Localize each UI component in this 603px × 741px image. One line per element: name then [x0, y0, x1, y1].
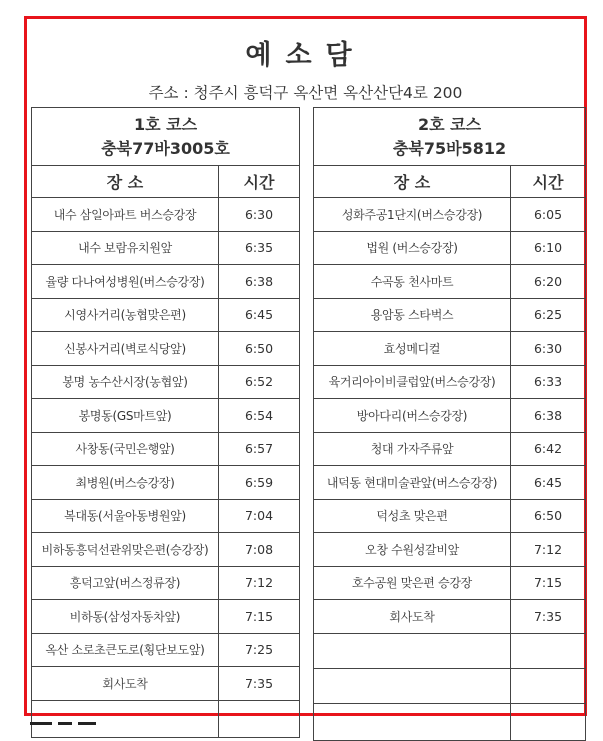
stop-place: 성화주공1단지(버스승강장) — [314, 198, 511, 232]
stop-time: 7:08 — [219, 533, 300, 567]
stop-time: 6:35 — [219, 231, 300, 265]
stop-time: 6:57 — [219, 432, 300, 466]
table-row — [314, 198, 586, 232]
stop-place: 율량 다나여성병원(버스승강장) — [32, 265, 219, 299]
table-row — [32, 533, 300, 567]
stop-time: 6:30 — [511, 332, 586, 366]
course-header — [32, 108, 300, 166]
stop-place: 흥덕고앞(버스정류장) — [32, 566, 219, 600]
table-row — [32, 198, 300, 232]
stop-time: 6:59 — [219, 466, 300, 500]
stop-place: 육거리아이비클럽앞(버스승강장) — [314, 365, 511, 399]
course-header-row — [314, 108, 586, 166]
stop-time: 6:50 — [219, 332, 300, 366]
table-row — [314, 703, 586, 740]
page-title: 예소담 — [245, 40, 366, 71]
table-row — [32, 332, 300, 366]
course-2-table — [313, 107, 586, 741]
stop-place: 방아다리(버스승강장) — [314, 399, 511, 433]
course-header-row — [32, 108, 300, 166]
stop-place: 회사도착 — [32, 667, 219, 701]
table-row — [314, 432, 586, 466]
course-name: 1호 코스 — [133, 114, 198, 134]
stop-time: 6:38 — [511, 399, 586, 433]
table-row — [32, 399, 300, 433]
stop-place: 회사도착 — [314, 600, 511, 634]
stop-time: 7:15 — [511, 566, 586, 600]
stop-time: 6:33 — [511, 365, 586, 399]
column-header-row — [314, 166, 586, 198]
cut-off-text-fragment — [30, 718, 150, 727]
course-header — [314, 108, 586, 166]
table-row — [314, 566, 586, 600]
stop-time: 6:38 — [219, 265, 300, 299]
stop-place: 시영사거리(농협맞은편) — [32, 298, 219, 332]
stop-place: 청대 가자주류앞 — [314, 432, 511, 466]
address-value: 청주시 흥덕구 옥산면 옥산산단4로 200 — [193, 84, 463, 102]
table-row — [32, 365, 300, 399]
stop-place: 비하동(삼성자동차앞) — [32, 600, 219, 634]
stop-time: 7:25 — [219, 633, 300, 667]
course-name: 2호 코스 — [417, 114, 482, 134]
stop-time: 6:10 — [511, 231, 586, 265]
stop-time: 6:54 — [219, 399, 300, 433]
empty-time-cell — [511, 703, 586, 740]
vehicle-number: 충북77바3005호 — [101, 138, 230, 158]
address-line — [27, 81, 584, 103]
table-row — [32, 633, 300, 667]
place-column-header: 장 소 — [32, 166, 219, 198]
stop-place: 복대동(서울아동병원앞) — [32, 499, 219, 533]
stop-place: 수곡동 천사마트 — [314, 265, 511, 299]
stop-time: 6:52 — [219, 365, 300, 399]
empty-time-cell — [511, 633, 586, 668]
time-column-header: 시간 — [511, 166, 586, 198]
empty-place-cell — [314, 633, 511, 668]
time-column-header: 시간 — [219, 166, 300, 198]
stop-place: 비하동흥덕선관위맞은편(승강장) — [32, 533, 219, 567]
stop-place: 신봉사거리(벽로식당앞) — [32, 332, 219, 366]
empty-time-cell — [511, 668, 586, 703]
empty-time-cell — [219, 700, 300, 737]
stop-time: 7:12 — [511, 533, 586, 567]
stop-place: 호수공원 맞은편 승강장 — [314, 566, 511, 600]
stop-time: 6:25 — [511, 298, 586, 332]
table-row — [314, 633, 586, 668]
table-row — [314, 265, 586, 299]
stop-time: 7:04 — [219, 499, 300, 533]
stop-time: 7:35 — [219, 667, 300, 701]
table-row — [314, 466, 586, 500]
table-row — [32, 265, 300, 299]
table-row — [32, 298, 300, 332]
empty-place-cell — [314, 703, 511, 740]
stop-place: 오창 수원성갈비앞 — [314, 533, 511, 567]
address-label: 주소 : — [148, 84, 189, 102]
table-row — [32, 667, 300, 701]
table-row — [314, 600, 586, 634]
stop-time: 6:05 — [511, 198, 586, 232]
table-row — [314, 231, 586, 265]
table-row — [314, 399, 586, 433]
stop-place: 효성메디컬 — [314, 332, 511, 366]
table-row — [314, 668, 586, 703]
stop-place: 내덕동 현대미술관앞(버스승강장) — [314, 466, 511, 500]
table-row — [32, 600, 300, 634]
table-row — [32, 466, 300, 500]
stop-place: 법원 (버스승강장) — [314, 231, 511, 265]
stop-place: 내수 보람유치원앞 — [32, 231, 219, 265]
course-1-table — [31, 107, 300, 738]
table-row — [32, 499, 300, 533]
stop-place: 덕성초 맞은편 — [314, 499, 511, 533]
stop-time: 7:15 — [219, 600, 300, 634]
column-header-row — [32, 166, 300, 198]
stop-time: 6:20 — [511, 265, 586, 299]
table-row — [32, 432, 300, 466]
stop-time: 7:35 — [511, 600, 586, 634]
stop-place: 내수 삼일아파트 버스승강장 — [32, 198, 219, 232]
stop-place: 최병원(버스승강장) — [32, 466, 219, 500]
empty-place-cell — [314, 668, 511, 703]
table-row — [314, 332, 586, 366]
stop-time: 7:12 — [219, 566, 300, 600]
vehicle-number: 충북75바5812 — [392, 138, 507, 158]
stop-place: 옥산 소로초큰도로(횡단보도앞) — [32, 633, 219, 667]
stop-time: 6:50 — [511, 499, 586, 533]
table-row — [314, 499, 586, 533]
stop-time: 6:42 — [511, 432, 586, 466]
place-column-header: 장 소 — [314, 166, 511, 198]
stop-time: 6:30 — [219, 198, 300, 232]
table-row — [314, 298, 586, 332]
stop-place: 봉명동(GS마트앞) — [32, 399, 219, 433]
table-row — [314, 533, 586, 567]
table-row — [32, 566, 300, 600]
stop-place: 사창동(국민은행앞) — [32, 432, 219, 466]
stop-place: 용암동 스타벅스 — [314, 298, 511, 332]
stop-time: 6:45 — [511, 466, 586, 500]
stop-time: 6:45 — [219, 298, 300, 332]
table-row — [32, 231, 300, 265]
stop-place: 봉명 농수산시장(농협앞) — [32, 365, 219, 399]
table-row — [314, 365, 586, 399]
schedule-frame — [24, 16, 587, 716]
